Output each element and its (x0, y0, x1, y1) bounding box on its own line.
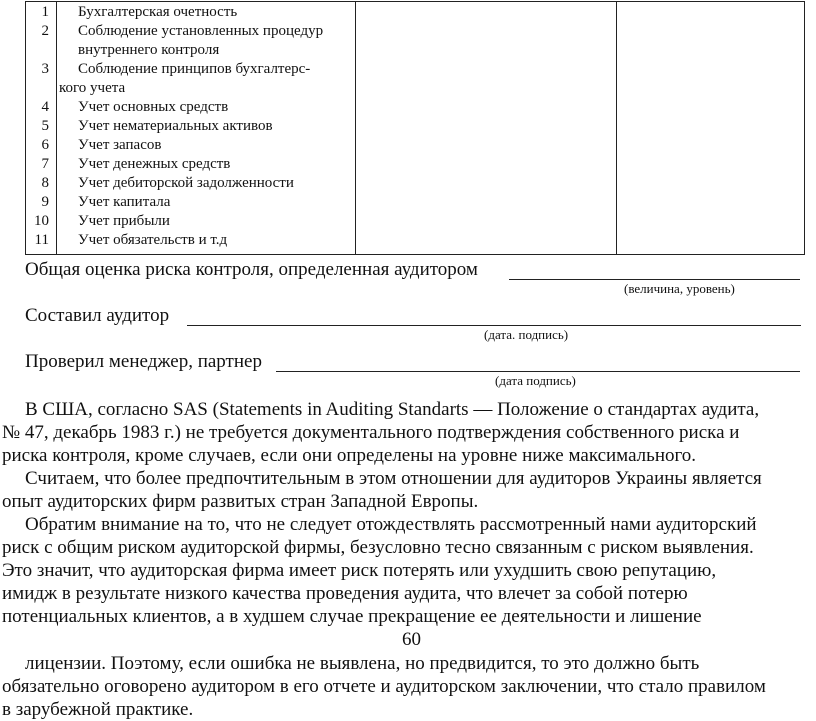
paragraph-line: риск с общим риском аудиторской фирмы, безусловно тесно связанным с риском выявления. (2, 537, 754, 558)
table-divider (355, 2, 356, 254)
row-text: Учет запасов (78, 137, 162, 153)
paragraph-line: имидж в результате низкого качества проведения аудита, что влечет за собой потерю (2, 583, 688, 604)
row-text: Учет нематериальных активов (78, 118, 273, 134)
manager-signature-field[interactable] (276, 371, 800, 372)
row-number: 5 (41, 118, 49, 134)
row-number: 6 (41, 137, 49, 153)
table-divider (56, 2, 57, 254)
auditor-label: Составил аудитор (25, 305, 170, 326)
page-number: 60 (402, 629, 421, 650)
manager-caption: (дата подпись) (495, 373, 576, 388)
row-number: 7 (41, 156, 49, 172)
paragraph-line: В США, согласно SAS (Statements in Auditing Standarts — Положение о стандартах аудита, (25, 399, 760, 420)
paragraph-line: в зарубежной практике. (2, 699, 194, 720)
risk-assessment-field[interactable] (509, 279, 800, 280)
manager-label: Проверил менеджер, партнер (25, 351, 262, 372)
row-number: 8 (41, 175, 49, 191)
row-text: внутреннего контроля (78, 42, 220, 58)
paragraph-line: Считаем, что более предпочтительным в этом отношении для аудиторов Украины является (25, 468, 762, 489)
row-text: Учет прибыли (78, 213, 170, 229)
paragraph-line: Обратим внимание на то, что не следует отождествлять рассмотренный нами аудиторский (25, 514, 757, 535)
row-text: Бухгалтерская очетность (78, 4, 238, 20)
paragraph-line: потенциальных клиентов, а в худшем случае прекращение ее деятельности и лишение (2, 606, 702, 627)
row-text: Учет денежных средств (78, 156, 231, 172)
table-divider (616, 2, 617, 254)
row-number: 4 (41, 99, 49, 115)
paragraph-line: опыт аудиторских фирм развитых стран Западной Европы. (2, 491, 479, 512)
row-number: 1 (41, 4, 49, 20)
row-number: 3 (41, 61, 49, 77)
paragraph-line: № 47, декабрь 1983 г.) не требуется документального подтверждения собственного риска и (2, 422, 740, 443)
row-text: Соблюдение установленных процедур (78, 23, 324, 39)
auditor-signature-field[interactable] (187, 325, 801, 326)
auditor-caption: (дата. подпись) (484, 327, 569, 342)
risk-assessment-label: Общая оценка риска контроля, определенная аудитором (25, 259, 478, 280)
checklist-table (25, 1, 805, 255)
paragraph-line: лицензии. Поэтому, если ошибка не выявлена, но предвидится, то это должно быть (25, 653, 700, 674)
paragraph-line: Это значит, что аудиторская фирма имеет риск потерять или ухудшить свою репутацию, (2, 560, 717, 581)
paragraph-line: обязательно оговорено аудитором в его отчете и аудиторском заключении, что стало правилом (2, 676, 766, 697)
row-number: 10 (34, 213, 49, 229)
row-number: 9 (41, 194, 49, 210)
row-text: Учет капитала (78, 194, 171, 210)
row-text: Соблюдение принципов бухгалтерс- (78, 61, 311, 77)
row-text: кого учета (59, 80, 126, 96)
row-number: 11 (34, 232, 49, 248)
risk-assessment-caption: (величина, уровень) (624, 281, 735, 296)
row-text: Учет дебиторской задолженности (78, 175, 294, 191)
row-text: Учет основных средств (78, 99, 229, 115)
row-number: 2 (41, 23, 49, 39)
row-text: Учет обязательств и т.д (78, 232, 228, 248)
paragraph-line: риска контроля, кроме случаев, если они определены на уровне ниже максимального. (2, 445, 697, 466)
